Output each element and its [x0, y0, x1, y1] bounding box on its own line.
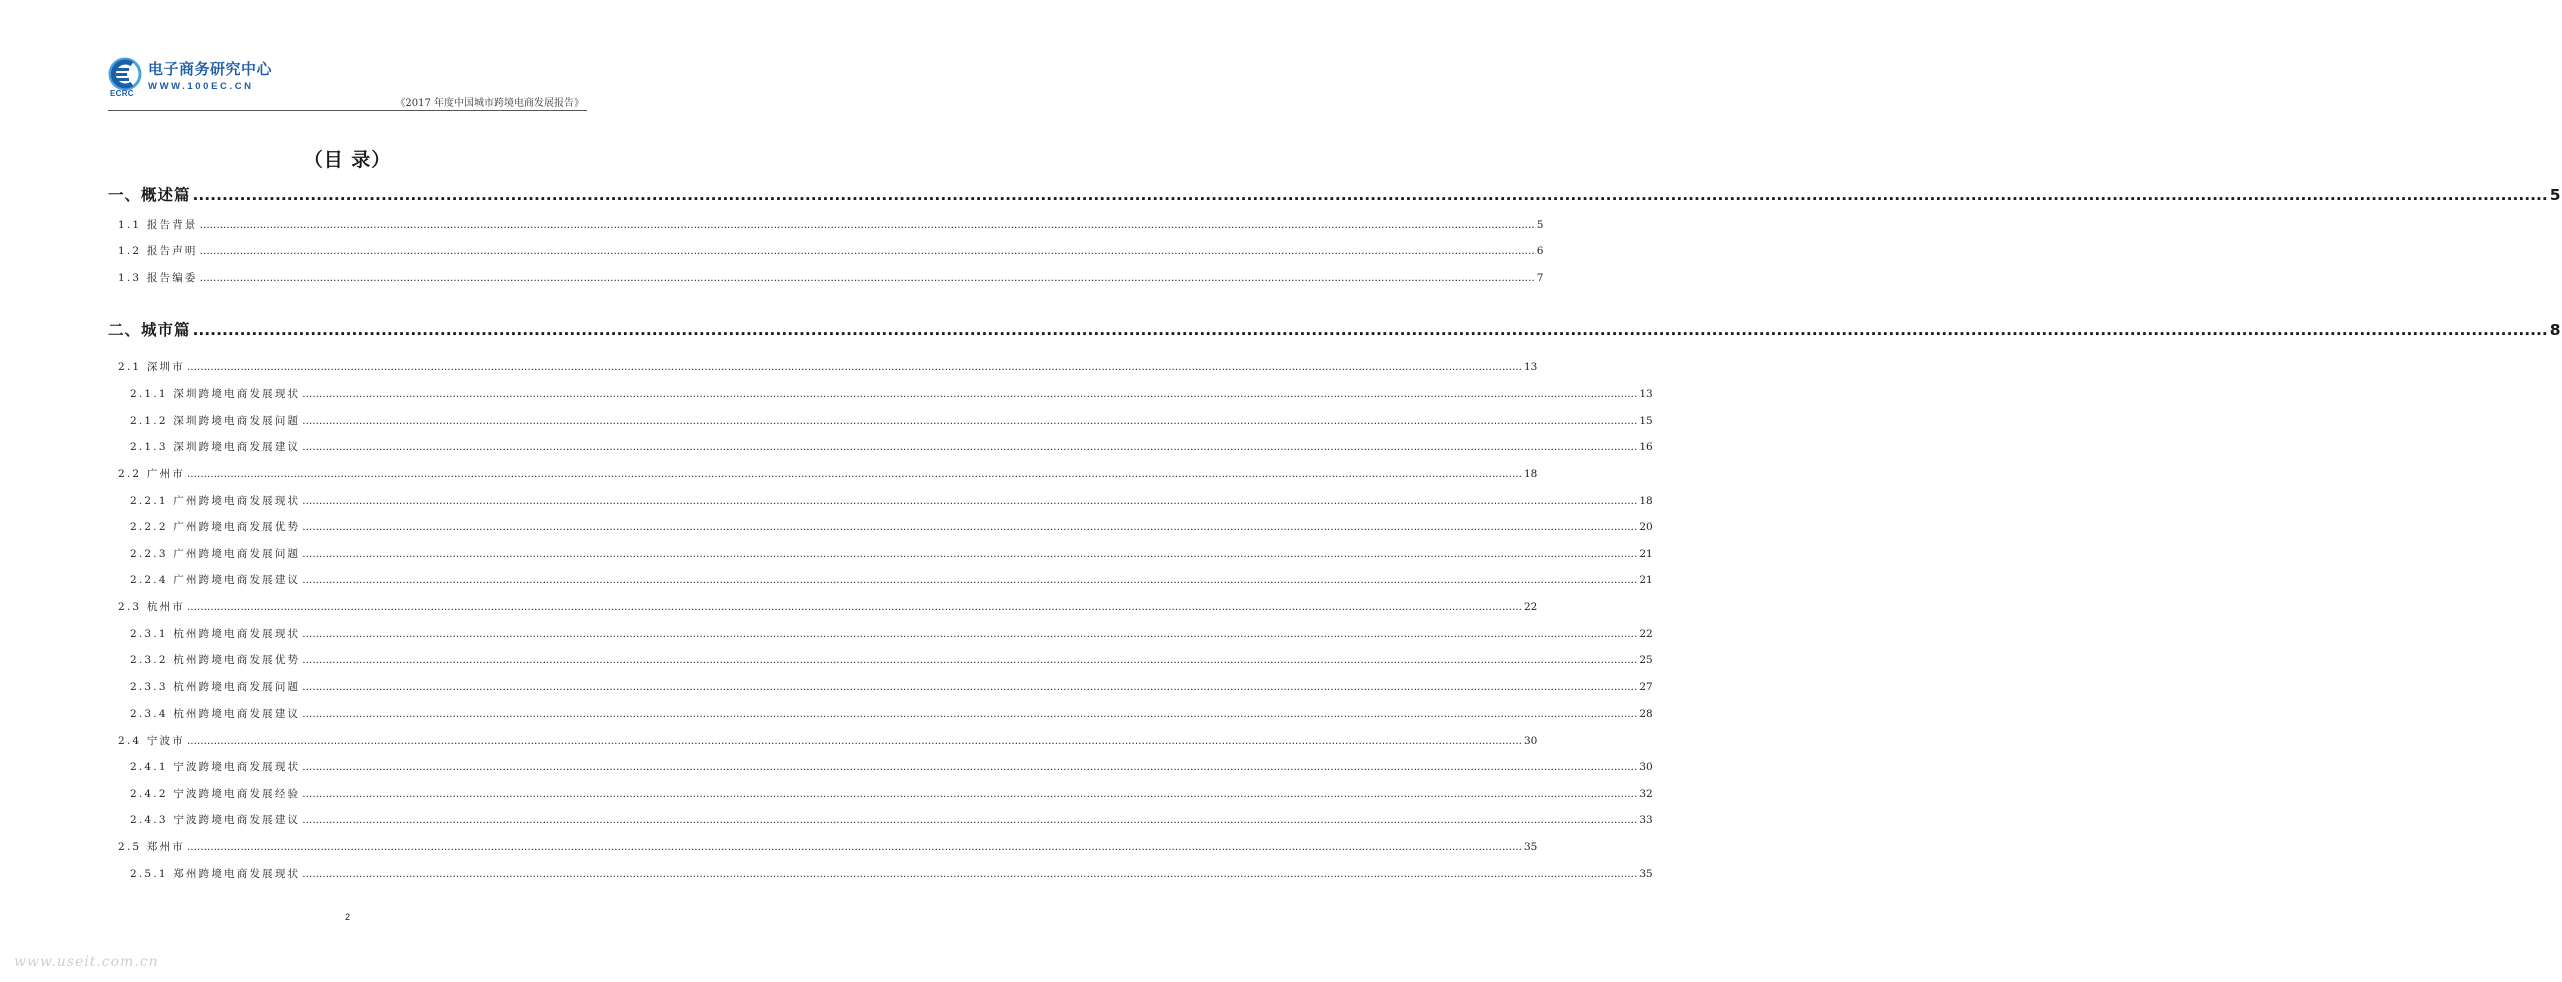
toc-dot-leader: ................................................................................................................................................................................................................................................................................................................................................................................................................ — [302, 415, 1638, 427]
toc-entry-label: 1.1 报告背景 — [118, 219, 198, 231]
toc-entry-label: 2.4.3 宁波跨境电商发展建议 — [130, 814, 301, 826]
toc-entry[interactable] — [130, 706, 1653, 721]
toc-dot-leader: ................................................................................................................................................................................................................................................................................................................................................................................................................ — [199, 272, 1535, 284]
toc-entry-page: 6 — [1536, 245, 1544, 257]
toc-entry-page: 16 — [1639, 441, 1653, 453]
toc-entry-label: 2.3 杭州市 — [118, 601, 185, 613]
toc-dot-leader: ................................................................................................................................................................................................................................................................................................................................................................................................................ — [302, 521, 1638, 533]
toc-dot-leader: ................................................................................................................................................................................................................................................................................................................................................................................................................ — [199, 245, 1535, 257]
toc-entry[interactable] — [118, 733, 1538, 748]
toc-entry[interactable] — [130, 812, 1653, 827]
toc-entry[interactable] — [130, 519, 1653, 534]
toc-entry[interactable] — [118, 359, 1538, 374]
toc-entry-label: 2.3.4 杭州跨境电商发展建议 — [130, 708, 301, 720]
toc-dot-leader: ................................................................................................................................................................................................................................................................................................................................................................................................................ — [199, 219, 1535, 231]
toc-entry-page: 30 — [1524, 735, 1538, 747]
header-divider — [108, 110, 587, 111]
toc-entry-page: 21 — [1639, 548, 1653, 560]
toc-entry-page: 22 — [1524, 601, 1538, 613]
toc-entry[interactable] — [130, 493, 1653, 508]
toc-entry-page: 5 — [2549, 186, 2562, 204]
toc-entry-page: 33 — [1639, 814, 1653, 826]
toc-entry-page: 35 — [1639, 868, 1653, 880]
toc-entry-page: 18 — [1639, 495, 1653, 507]
toc-dot-leader: ................................................................................................................................................................................................................................................................................................................................................................................................................ — [186, 468, 1522, 480]
toc-dot-leader: ................................................................................................................................................................................................................................................................................................................................................................................................................ — [192, 186, 2548, 204]
toc-entry[interactable] — [130, 572, 1653, 587]
toc-entry-page: 20 — [1639, 521, 1653, 533]
toc-entry-page: 21 — [1639, 574, 1653, 586]
toc-entry[interactable] — [118, 217, 1544, 232]
toc-entry-label: 2.1 深圳市 — [118, 361, 185, 373]
toc-dot-leader: ................................................................................................................................................................................................................................................................................................................................................................................................................ — [186, 601, 1522, 613]
toc-dot-leader: ................................................................................................................................................................................................................................................................................................................................................................................................................ — [302, 574, 1638, 586]
page-number: 2 — [344, 912, 350, 922]
toc-entry-label: 2.5.1 郑州跨境电商发展现状 — [130, 868, 301, 880]
toc-entry-label: 2.3.2 杭州跨境电商发展优势 — [130, 654, 301, 666]
toc-entry-label: 1.3 报告编委 — [118, 272, 198, 284]
toc-dot-leader: ................................................................................................................................................................................................................................................................................................................................................................................................................ — [192, 321, 2548, 339]
toc-entry-page: 5 — [1536, 219, 1544, 231]
toc-entry-label: 2.4.1 宁波跨境电商发展现状 — [130, 761, 301, 773]
toc-entry[interactable] — [130, 413, 1653, 428]
toc-entry[interactable] — [118, 599, 1538, 614]
toc-dot-leader: ................................................................................................................................................................................................................................................................................................................................................................................................................ — [302, 548, 1638, 560]
toc-title: （目 录） — [303, 149, 392, 171]
toc-dot-leader: ................................................................................................................................................................................................................................................................................................................................................................................................................ — [302, 788, 1638, 800]
toc-entry[interactable] — [118, 243, 1544, 258]
toc-entry-label: 2.1.3 深圳跨境电商发展建议 — [130, 441, 301, 453]
ecrc-logo-icon — [108, 58, 144, 92]
toc-entry[interactable] — [130, 439, 1653, 454]
watermark: www.useit.com.cn — [14, 954, 159, 970]
logo-name: 电子商务研究中心 — [148, 60, 273, 78]
toc-entry-page: 13 — [1524, 361, 1538, 373]
toc-entry-label: 2.5 郑州市 — [118, 841, 185, 853]
toc-entry-page: 25 — [1639, 654, 1653, 666]
toc-entry-label: 2.3.1 杭州跨境电商发展现状 — [130, 628, 301, 640]
toc-entry[interactable] — [130, 386, 1653, 401]
toc-entry-label: 2.2 广州市 — [118, 468, 185, 480]
toc-entry[interactable] — [130, 546, 1653, 561]
toc-dot-leader: ................................................................................................................................................................................................................................................................................................................................................................................................................ — [186, 735, 1522, 747]
toc-dot-leader: ................................................................................................................................................................................................................................................................................................................................................................................................................ — [302, 814, 1638, 826]
toc-entry-page: 18 — [1524, 468, 1538, 480]
toc-entry-label: 2.1.2 深圳跨境电商发展问题 — [130, 415, 301, 427]
toc-entry[interactable] — [130, 652, 1653, 667]
toc-dot-leader: ................................................................................................................................................................................................................................................................................................................................................................................................................ — [302, 628, 1638, 640]
toc-dot-leader: ................................................................................................................................................................................................................................................................................................................................................................................................................ — [302, 654, 1638, 666]
toc-entry-page: 8 — [2549, 321, 2562, 339]
toc-entry[interactable] — [130, 679, 1653, 694]
toc-dot-leader: ................................................................................................................................................................................................................................................................................................................................................................................................................ — [186, 841, 1522, 853]
toc-dot-leader: ................................................................................................................................................................................................................................................................................................................................................................................................................ — [302, 708, 1638, 720]
report-title: 《2017 年度中国城市跨境电商发展报告》 — [395, 98, 584, 109]
toc-entry[interactable] — [130, 866, 1653, 881]
toc-entry-page: 32 — [1639, 788, 1653, 800]
toc-entry-page: 7 — [1536, 272, 1544, 284]
toc-dot-leader: ................................................................................................................................................................................................................................................................................................................................................................................................................ — [302, 441, 1638, 453]
toc-entry[interactable] — [118, 466, 1538, 481]
toc-entry[interactable] — [130, 626, 1653, 641]
toc-entry-label: 2.4 宁波市 — [118, 735, 185, 747]
toc-dot-leader: ................................................................................................................................................................................................................................................................................................................................................................................................................ — [302, 681, 1638, 693]
toc-entry-page: 35 — [1524, 841, 1538, 853]
toc-entry-page: 27 — [1639, 681, 1653, 693]
toc-entry-label: 2.3.3 杭州跨境电商发展问题 — [130, 681, 301, 693]
toc-entry[interactable] — [108, 318, 2562, 340]
toc-entry-label: 二、城市篇 — [108, 321, 191, 339]
toc-entry[interactable] — [118, 839, 1538, 854]
toc-entry-page: 28 — [1639, 708, 1653, 720]
toc-dot-leader: ................................................................................................................................................................................................................................................................................................................................................................................................................ — [302, 761, 1638, 773]
toc-entry-label: 2.1.1 深圳跨境电商发展现状 — [130, 388, 301, 400]
logo-abbr: ECRC — [110, 89, 134, 98]
toc-dot-leader: ................................................................................................................................................................................................................................................................................................................................................................................................................ — [302, 495, 1638, 507]
toc-entry-label: 1.2 报告声明 — [118, 245, 198, 257]
toc-entry-label: 2.2.3 广州跨境电商发展问题 — [130, 548, 301, 560]
toc-entry-page: 30 — [1639, 761, 1653, 773]
toc-entry-label: 2.2.2 广州跨境电商发展优势 — [130, 521, 301, 533]
logo — [108, 56, 278, 96]
toc-entry-page: 22 — [1639, 628, 1653, 640]
toc-entry[interactable] — [130, 759, 1653, 774]
toc-entry-label: 2.2.4 广州跨境电商发展建议 — [130, 574, 301, 586]
toc-entry-label: 一、概述篇 — [108, 186, 191, 204]
toc-entry-page: 15 — [1639, 415, 1653, 427]
toc-entry-page: 13 — [1639, 388, 1653, 400]
toc-entry-label: 2.2.1 广州跨境电商发展现状 — [130, 495, 301, 507]
toc-entry-label: 2.4.2 宁波跨境电商发展经验 — [130, 788, 301, 800]
toc-entry[interactable] — [118, 270, 1544, 285]
logo-url: WWW.100EC.CN — [148, 81, 254, 92]
toc-dot-leader: ................................................................................................................................................................................................................................................................................................................................................................................................................ — [302, 388, 1638, 400]
toc-dot-leader: ................................................................................................................................................................................................................................................................................................................................................................................................................ — [186, 361, 1522, 373]
toc-entry[interactable] — [130, 786, 1653, 801]
toc-entry[interactable] — [108, 183, 2562, 205]
toc-dot-leader: ................................................................................................................................................................................................................................................................................................................................................................................................................ — [302, 868, 1638, 880]
